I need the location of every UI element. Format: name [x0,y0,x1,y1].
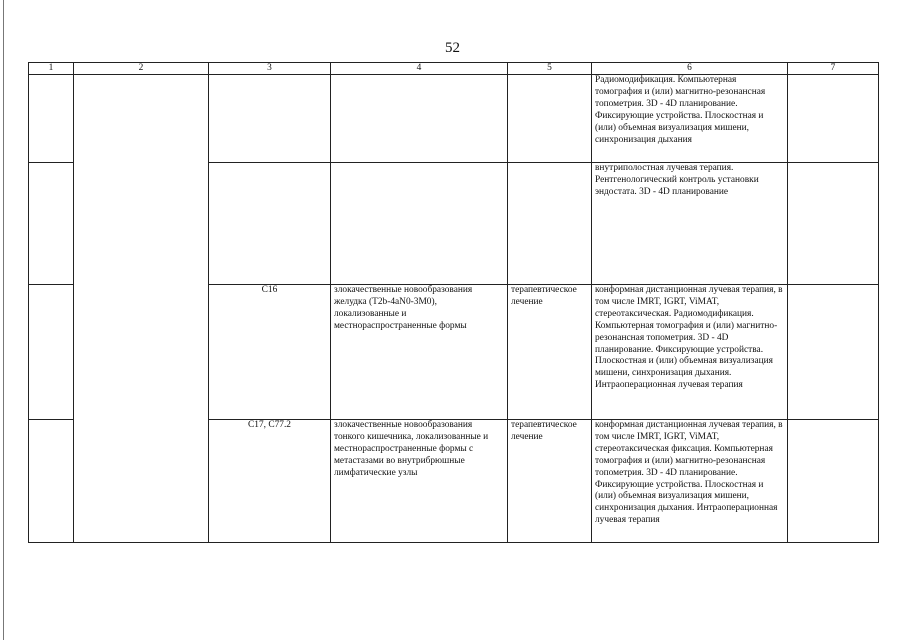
column-header: 4 [331,63,508,75]
cell-treatment-type: терапевтическое лечение [508,285,592,420]
cell-treatment-type [508,75,592,163]
column-header: 3 [209,63,331,75]
page-number: 52 [445,40,460,56]
column-header: 1 [29,63,74,75]
cell-col1 [29,420,74,543]
cell-col1 [29,285,74,420]
cell-diagnosis: злокачественные новообразования желудка (T2b-4aN0-3M0), локализованные и местнораспространенные формы [331,285,508,420]
column-header: 6 [592,63,788,75]
cell-code: C17, C77.2 [209,420,331,543]
cell-col1 [29,75,74,163]
cell-method: внутриполостная лучевая терапия. Рентгенологический контроль установки эндостата. 3D - 4D планирование [592,163,788,285]
cell-col7 [788,420,879,543]
cell-method: конформная дистанционная лучевая терапия, в том числе IMRT, IGRT, ViMAT, стереотаксическая фиксация. Компьютерная томография и (или) магнитно-резонансная топометрия. 3D - 4D планирование. Фиксирующие устройства. Плоскостная и (или) объемная визуализация мишени, синхронизация дыхания. Интраоперационная лучевая терапия [592,420,788,543]
cell-diagnosis [331,75,508,163]
cell-diagnosis: злокачественные новообразования тонкого кишечника, локализованные и местнораспространенные формы с метастазами во внутрибрюшные лимфатические узлы [331,420,508,543]
cell-col1 [29,163,74,285]
column-header: 7 [788,63,879,75]
cell-method: Радиомодификация. Компьютерная томография и (или) магнитно-резонансная топометрия. 3D - 4D планирование. Фиксирующие устройства. Плоскостная и (или) объемная визуализация мишени, синхронизация дыхания [592,75,788,163]
cell-treatment-type [508,163,592,285]
document-table [28,62,879,543]
cell-code [209,75,331,163]
cell-col7 [788,75,879,163]
cell-col7 [788,285,879,420]
cell-method: конформная дистанционная лучевая терапия, в том числе IMRT, IGRT, ViMAT, стереотаксическая. Радиомодификация. Компьютерная томография и (или) магнитно-резонансная топометрия. 3D - 4D планирование. Фиксирующие устройства. Плоскостная и (или) объемная визуализация мишени, синхронизация дыхания. Интраоперационная лучевая терапия [592,285,788,420]
cell-col7 [788,163,879,285]
table-header-row [29,63,879,75]
cell-code [209,163,331,285]
cell-code: C16 [209,285,331,420]
page-left-edge [3,0,4,640]
cell-diagnosis [331,163,508,285]
cell-col2-merged [74,75,209,543]
cell-treatment-type: терапевтическое лечение [508,420,592,543]
column-header: 2 [74,63,209,75]
table-row [29,75,879,163]
column-header: 5 [508,63,592,75]
